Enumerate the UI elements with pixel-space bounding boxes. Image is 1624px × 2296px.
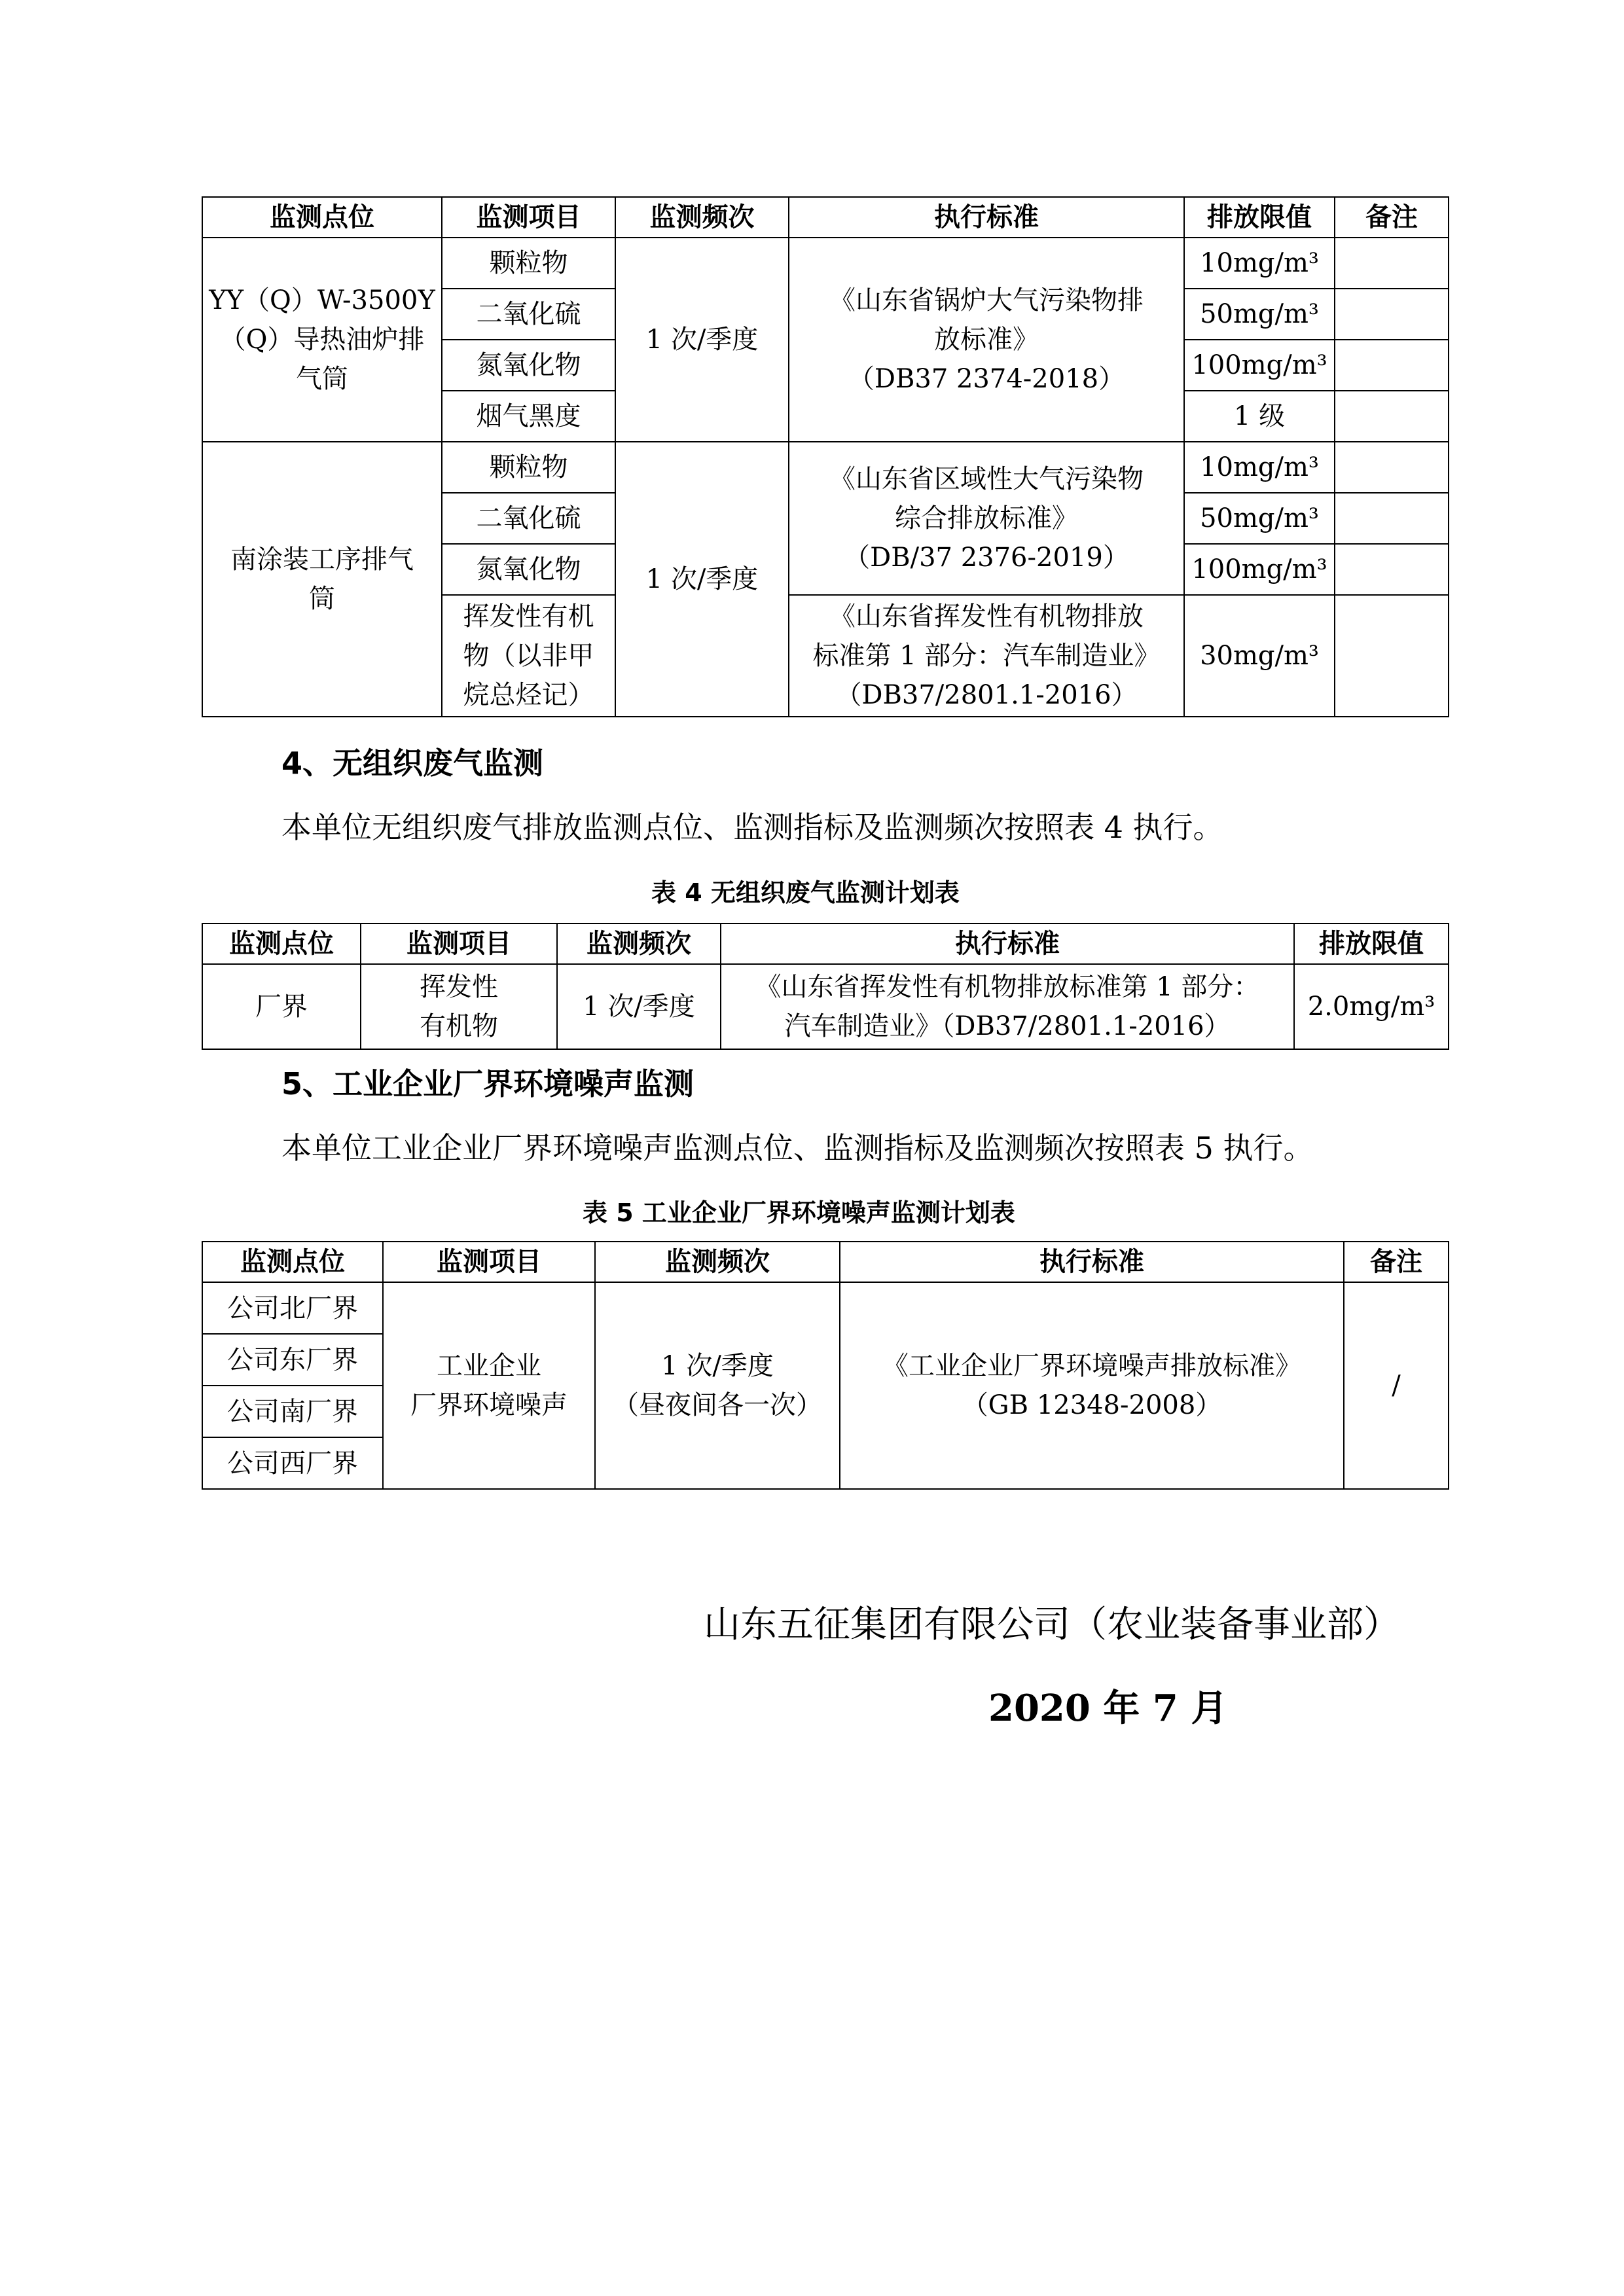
- header-standard: 执行标准: [789, 197, 1184, 238]
- header-frequency: 监测频次: [595, 1242, 840, 1282]
- location-line: 筒: [309, 584, 335, 614]
- standard-line: （DB37/2801.1-2016）: [835, 680, 1138, 710]
- standard-line: 综合排放标准》: [895, 503, 1078, 533]
- header-item: 监测项目: [383, 1242, 595, 1282]
- item-cell: 氮氧化物: [442, 544, 615, 595]
- remark-cell: /: [1344, 1282, 1449, 1489]
- item-cell: [442, 595, 615, 717]
- standard-line: （GB 12348-2008）: [962, 1390, 1222, 1420]
- standard-line: （DB/37 2376-2019）: [844, 543, 1129, 573]
- section4-paragraph: 本单位无组织废气排放监测点位、监测指标及监测频次按照表 4 执行。: [281, 810, 1223, 845]
- standard-cell: [840, 1282, 1344, 1489]
- standard-cell: [789, 595, 1184, 717]
- standard-line: 标准第 1 部分：汽车制造业》: [812, 641, 1161, 671]
- standard-line: 汽车制造业》（DB37/2801.1-2016）: [784, 1011, 1231, 1041]
- limit-cell: 100mg/m³: [1184, 544, 1335, 595]
- item-cell: 颗粒物: [442, 442, 615, 493]
- footer-date: 2020 年 7 月: [988, 1687, 1228, 1730]
- item-line: 工业企业: [437, 1351, 541, 1381]
- location-cell: 公司东厂界: [202, 1334, 383, 1386]
- header-remark: 备注: [1344, 1242, 1449, 1282]
- location-line: 气筒: [296, 364, 348, 394]
- emission-table-organized: [202, 196, 1449, 717]
- header-remark: 备注: [1335, 197, 1449, 238]
- standard-cell: [789, 442, 1184, 595]
- limit-cell: 1 级: [1184, 391, 1335, 442]
- location-line: 南涂装工序排气: [230, 545, 414, 575]
- item-cell: 氮氧化物: [442, 340, 615, 391]
- item-line: 有机物: [420, 1011, 498, 1041]
- standard-line: 《山东省挥发性有机物排放: [829, 601, 1144, 632]
- item-line: 物（以非甲: [463, 641, 594, 671]
- remark-cell: [1335, 289, 1449, 340]
- limit-cell: 2.0mg/m³: [1294, 964, 1449, 1049]
- item-line: 挥发性: [420, 972, 498, 1002]
- frequency-cell: 1 次/季度: [557, 964, 721, 1049]
- item-cell: 二氧化硫: [442, 289, 615, 340]
- limit-cell: 30mg/m³: [1184, 595, 1335, 717]
- header-standard: 执行标准: [721, 924, 1294, 964]
- frequency-line: （昼夜间各一次）: [613, 1390, 822, 1420]
- item-cell: [361, 964, 557, 1049]
- item-line: 烷总烃记）: [463, 680, 594, 710]
- header-location: 监测点位: [202, 197, 442, 238]
- item-line: 挥发性有机: [463, 601, 594, 632]
- header-limit: 排放限值: [1184, 197, 1335, 238]
- standard-line: （DB37 2374-2018）: [848, 364, 1125, 394]
- location-cell: 公司南厂界: [202, 1386, 383, 1437]
- header-frequency: 监测频次: [557, 924, 721, 964]
- standard-line: 《工业企业厂界环境噪声排放标准》: [882, 1351, 1301, 1381]
- location-line: （Q）导热油炉排: [219, 325, 425, 355]
- header-limit: 排放限值: [1294, 924, 1449, 964]
- remark-cell: [1335, 493, 1449, 544]
- table4-caption: 表 4 无组织废气监测计划表: [651, 878, 960, 907]
- section5-paragraph: 本单位工业企业厂界环境噪声监测点位、监测指标及监测频次按照表 5 执行。: [281, 1130, 1314, 1166]
- remark-cell: [1335, 391, 1449, 442]
- remark-cell: [1335, 544, 1449, 595]
- standard-cell: [789, 238, 1184, 442]
- standard-line: 《山东省区域性大气污染物: [829, 464, 1144, 494]
- item-cell: 烟气黑度: [442, 391, 615, 442]
- location-cell: 厂界: [202, 964, 361, 1049]
- item-line: 厂界环境噪声: [410, 1390, 568, 1420]
- remark-cell: [1335, 595, 1449, 717]
- location-cell: [202, 238, 442, 442]
- limit-cell: 100mg/m³: [1184, 340, 1335, 391]
- section5-heading: 5、工业企业厂界环境噪声监测: [281, 1066, 695, 1102]
- remark-cell: [1335, 340, 1449, 391]
- frequency-cell: 1 次/季度: [615, 442, 789, 717]
- standard-cell: [721, 964, 1294, 1049]
- location-cell: [202, 442, 442, 717]
- footer-company: 山东五征集团有限公司（农业装备事业部）: [704, 1604, 1400, 1646]
- location-cell: 公司北厂界: [202, 1282, 383, 1334]
- fugitive-emission-table: [202, 923, 1449, 1050]
- remark-cell: [1335, 442, 1449, 493]
- header-frequency: 监测频次: [615, 197, 789, 238]
- header-item: 监测项目: [361, 924, 557, 964]
- item-cell: 二氧化硫: [442, 493, 615, 544]
- table5-caption: 表 5 工业企业厂界环境噪声监测计划表: [583, 1198, 1015, 1227]
- frequency-cell: 1 次/季度: [615, 238, 789, 442]
- item-cell: 颗粒物: [442, 238, 615, 289]
- header-location: 监测点位: [202, 1242, 383, 1282]
- limit-cell: 10mg/m³: [1184, 442, 1335, 493]
- noise-monitoring-table: [202, 1241, 1449, 1490]
- header-item: 监测项目: [442, 197, 615, 238]
- limit-cell: 10mg/m³: [1184, 238, 1335, 289]
- location-cell: 公司西厂界: [202, 1437, 383, 1489]
- limit-cell: 50mg/m³: [1184, 493, 1335, 544]
- section4-heading: 4、无组织废气监测: [281, 745, 544, 781]
- frequency-line: 1 次/季度: [661, 1351, 774, 1381]
- standard-line: 放标准》: [934, 325, 1039, 355]
- frequency-cell: [595, 1282, 840, 1489]
- remark-cell: [1335, 238, 1449, 289]
- header-location: 监测点位: [202, 924, 361, 964]
- header-standard: 执行标准: [840, 1242, 1344, 1282]
- standard-line: 《山东省锅炉大气污染物排: [829, 285, 1144, 315]
- standard-line: 《山东省挥发性有机物排放标准第 1 部分：: [755, 972, 1260, 1002]
- item-cell: [383, 1282, 595, 1489]
- limit-cell: 50mg/m³: [1184, 289, 1335, 340]
- location-line: YY（Q）W-3500Y: [209, 285, 435, 315]
